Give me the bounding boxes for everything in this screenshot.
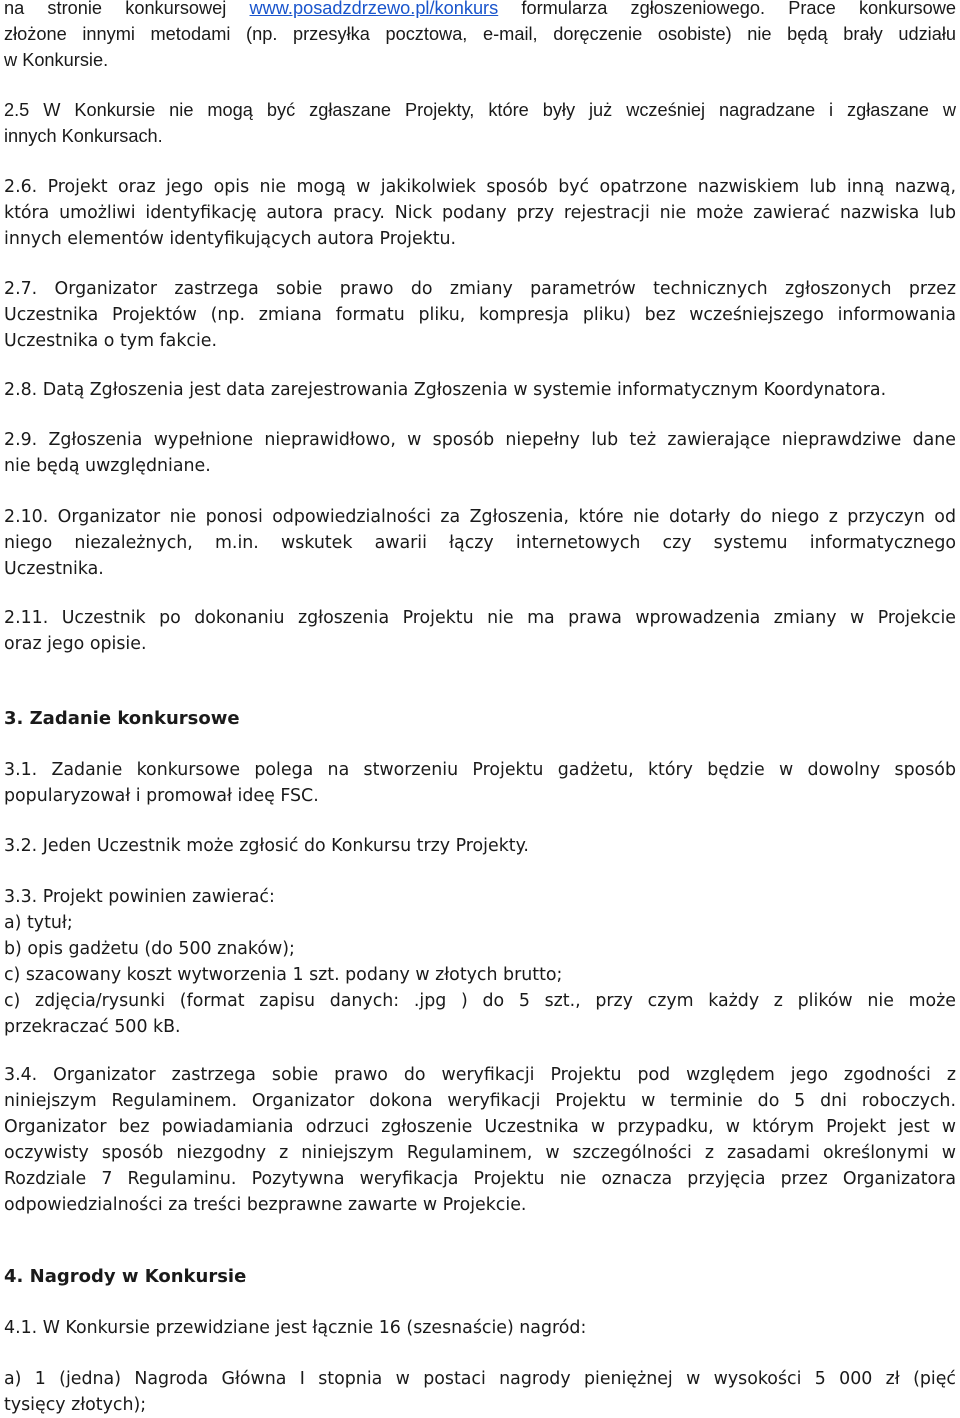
intro-line-3: w Konkursie. <box>4 50 109 70</box>
paragraph-2-8-line-1: 2.8. Datą Zgłoszenia jest data zarejestrowania Zgłoszenia w systemie informatycznym Koordynatora. <box>4 380 887 400</box>
paragraph-2-6-line-3: innych elementów identyfikujących autora Projektu. <box>4 229 457 249</box>
paragraph-3-2-line-1: 3.2. Jeden Uczestnik może zgłosić do Konkursu trzy Projekty. <box>4 836 529 856</box>
paragraph-3-1-line-1: 3.1. Zadanie konkursowe polega na stworzeniu Projektu gadżetu, który będzie w dowolny sposób <box>4 760 956 780</box>
paragraph-2-10 <box>4 504 956 582</box>
paragraph-2-11-line-2: oraz jego opisie. <box>4 634 147 654</box>
paragraph-3-4-line-6: odpowiedzialności za treści bezprawne zawarte w Projekcie. <box>4 1195 527 1215</box>
paragraph-2-11 <box>4 605 956 657</box>
paragraph-3-4-line-4: oczywisty sposób niezgodny z niniejszym Regulaminem, w szczególności z zasadami określonymi w <box>4 1143 956 1163</box>
paragraph-2-7-line-3: Uczestnika o tym fakcie. <box>4 331 218 351</box>
paragraph-2-9-line-1: 2.9. Zgłoszenia wypełnione nieprawidłowo, w sposób niepełny lub też zawierające nieprawdziwe dane <box>4 430 956 450</box>
paragraph-2-5-line-2: innych Konkursach. <box>4 126 163 146</box>
paragraph-3-3-line-1: 3.3. Projekt powinien zawierać: <box>4 887 275 907</box>
paragraph-4-1-a-line-2: tysięcy złotych); <box>4 1395 147 1415</box>
contest-link[interactable]: www.posadzdrzewo.pl/konkurs <box>249 0 499 18</box>
paragraph-3-2 <box>4 833 956 859</box>
paragraph-3-3-line-3: b) opis gadżetu (do 500 znaków); <box>4 939 295 959</box>
paragraph-2-7-line-1: 2.7. Organizator zastrzega sobie prawo do zmiany parametrów technicznych zgłoszonych przez <box>4 279 956 299</box>
intro-line-2: złożone innymi metodami (np. przesyłka pocztowa, e-mail, doręczenie osobiste) nie będą brały udziału <box>4 24 956 44</box>
paragraph-2-9-line-2: nie będą uwzględniane. <box>4 456 211 476</box>
paragraph-3-3-line-4: c) szacowany koszt wytworzenia 1 szt. podany w złotych brutto; <box>4 965 563 985</box>
paragraph-2-10-line-3: Uczestnika. <box>4 559 104 579</box>
paragraph-3-4-line-3: Organizator bez powiadamiania odrzuci zgłoszenie Uczestnika w przypadku, w którym Projekt jest w <box>4 1117 956 1137</box>
section-3-heading: 3. Zadanie konkursowe <box>4 708 240 729</box>
paragraph-3-3-line-6: przekraczać 500 kB. <box>4 1017 181 1037</box>
paragraph-2-9 <box>4 427 956 479</box>
paragraph-4-1-a <box>4 1366 956 1418</box>
paragraph-2-6 <box>4 174 956 252</box>
section-4-heading: 4. Nagrody w Konkursie <box>4 1266 247 1287</box>
paragraph-3-1-line-2: popularyzował i promował ideę FSC. <box>4 786 319 806</box>
paragraph-3-1 <box>4 757 956 809</box>
paragraph-2-8 <box>4 377 956 403</box>
paragraph-2-11-line-1: 2.11. Uczestnik po dokonaniu zgłoszenia Projektu nie ma prawa wprowadzenia zmiany w Projekcie <box>4 608 956 628</box>
paragraph-2-10-line-1: 2.10. Organizator nie ponosi odpowiedzialności za Zgłoszenia, które nie dotarły do niego z przyczyn od <box>4 507 956 527</box>
paragraph-3-4-line-2: niniejszym Regulaminem. Organizator dokona weryfikacji Projektu w terminie do 5 dni roboczych. <box>4 1091 956 1111</box>
paragraph-2-5-line-1: 2.5 W Konkursie nie mogą być zgłaszane Projekty, które były już wcześniej nagradzane i zgłaszane w <box>4 100 956 120</box>
paragraph-3-4-line-1: 3.4. Organizator zastrzega sobie prawo do weryfikacji Projektu pod względem jego zgodności z <box>4 1065 956 1085</box>
paragraph-2-6-line-1: 2.6. Projekt oraz jego opis nie mogą w jakikolwiek sposób być opatrzone nazwiskiem lub inną nazwą, <box>4 177 956 197</box>
paragraph-3-3-line-5: c) zdjęcia/rysunki (format zapisu danych: .jpg ) do 5 szt., przy czym każdy z plików nie może <box>4 991 956 1011</box>
paragraph-4-1 <box>4 1315 956 1341</box>
paragraph-2-5 <box>4 97 956 149</box>
paragraph-2-7 <box>4 276 956 354</box>
paragraph-4-1-line-1: 4.1. W Konkursie przewidziane jest łącznie 16 (szesnaście) nagród: <box>4 1318 587 1338</box>
intro-paragraph <box>4 0 956 73</box>
paragraph-2-10-line-2: niego niezależnych, m.in. wskutek awarii łączy internetowych czy systemu informatycznego <box>4 533 956 553</box>
paragraph-3-4-line-5: Rozdziale 7 Regulaminu. Pozytywna weryfikacja Projektu nie oznacza przyjęcia przez Organizatora <box>4 1169 956 1189</box>
paragraph-3-3 <box>4 884 956 1040</box>
intro-line-1: na stronie konkursowej www.posadzdrzewo.pl/konkurs formularza zgłoszeniowego. Prace konkursowe <box>4 0 956 18</box>
paragraph-2-6-line-2: która umożliwi identyfikację autora pracy. Nick podany przy rejestracji nie może zawierać nazwiska lub <box>4 203 956 223</box>
paragraph-3-3-line-2: a) tytuł; <box>4 913 73 933</box>
paragraph-2-7-line-2: Uczestnika Projektów (np. zmiana formatu pliku, kompresja pliku) bez wcześniejszego informowania <box>4 305 956 325</box>
paragraph-4-1-a-line-1: a) 1 (jedna) Nagroda Główna I stopnia w postaci nagrody pieniężnej w wysokości 5 000 zł (pięć <box>4 1369 956 1389</box>
paragraph-3-4 <box>4 1062 956 1218</box>
